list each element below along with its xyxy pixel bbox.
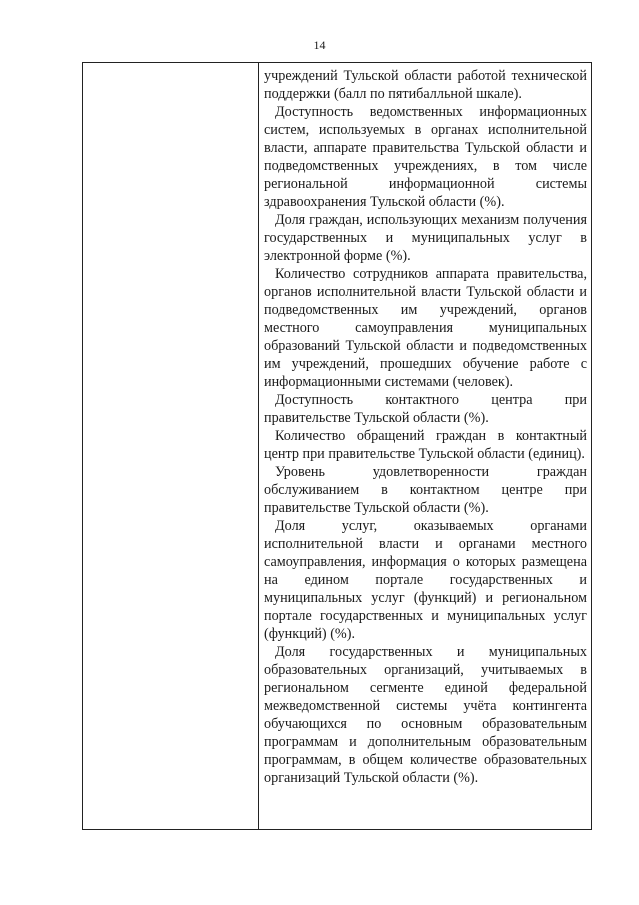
- indicator-paragraph: Доступность контактного центра при правительстве Тульской области (%).: [264, 392, 587, 426]
- indicator-paragraph: Доля услуг, оказываемых органами исполнительной власти и органами местного самоуправления, информация о которых размещена на едином портале государственных и муниципальных услуг (функций) и региональном портале государственных и муниципальных услуг (функций) (%).: [264, 518, 587, 642]
- indicator-paragraph: Доля граждан, использующих механизм получения государственных и муниципальных услуг в электронной форме (%).: [264, 212, 587, 264]
- indicator-table: [82, 62, 592, 830]
- indicator-paragraph: учреждений Тульской области работой технической поддержки (балл по пятибалльной шкале).: [264, 68, 587, 102]
- table-cell-right: [259, 63, 591, 829]
- indicator-paragraph: Доступность ведомственных информационных систем, используемых в органах исполнительной власти, аппарате правительства Тульской области и подведомственных учреждениях, в том числе региональной информационной системы здравоохранения Тульской области (%).: [264, 104, 587, 210]
- indicator-paragraph: Количество сотрудников аппарата правительства, органов исполнительной власти Тульской области и подведомственных им учреждений, органов местного самоуправления муниципальных образований Тульской области и подведомственных им учреждений, прошедших обучение работе с информационными системами (человек).: [264, 266, 587, 390]
- indicator-paragraph: Доля государственных и муниципальных образовательных организаций, учитываемых в региональном сегменте единой федеральной межведомственной системы учёта контингента обучающихся по основным образовательным программам и дополнительным образовательным программам, в общем количестве образовательных организаций Тульской области (%).: [264, 644, 587, 786]
- page-number: 14: [313, 38, 326, 52]
- indicator-paragraph: Уровень удовлетворенности граждан обслуживанием в контактном центре при правительстве Тульской области (%).: [264, 464, 587, 516]
- indicator-paragraph: Количество обращений граждан в контактный центр при правительстве Тульской области (единиц).: [264, 428, 587, 462]
- table-cell-left: [83, 63, 259, 829]
